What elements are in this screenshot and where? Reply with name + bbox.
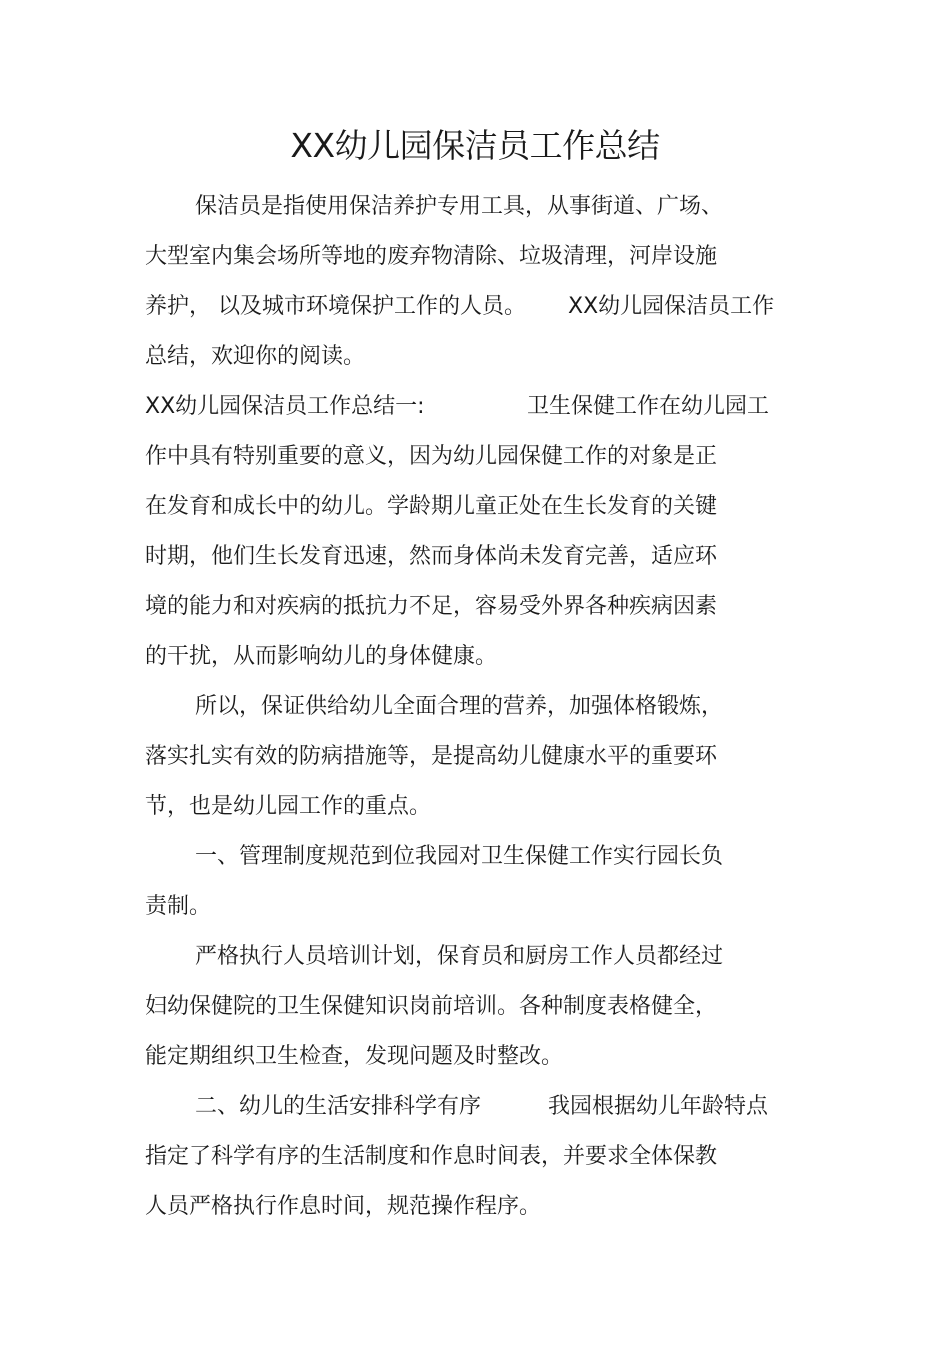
- paragraph-line: 养护， 以及城市环境保护工作的人员。: [145, 294, 526, 319]
- paragraph-line: 大型室内集会场所等地的废弃物清除、垃圾清理，河岸设施: [145, 244, 718, 269]
- paragraph-line: 的干扰，从而影响幼儿的身体健康。: [145, 644, 498, 669]
- paragraph-line: 所以，保证供给幼儿全面合理的营养，加强体格锻炼，: [195, 694, 724, 719]
- paragraph-line: 保洁员是指使用保洁养护专用工具，从事街道、广场、: [195, 194, 724, 219]
- paragraph-line: 卫生保健工作在幼儿园工: [527, 394, 770, 419]
- paragraph-line: 境的能力和对疾病的抵抗力不足，容易受外界各种疾病因素: [145, 594, 718, 619]
- paragraph-line: 落实扎实有效的防病措施等，是提高幼儿健康水平的重要环: [145, 744, 718, 769]
- paragraph-line: 妇幼保健院的卫生保健知识岗前培训。各种制度表格健全，: [145, 994, 718, 1019]
- paragraph-line: 能定期组织卫生检查，发现问题及时整改。: [145, 1044, 564, 1069]
- paragraph-line: 时期，他们生长发育迅速，然而身体尚未发育完善，适应环: [145, 544, 718, 569]
- paragraph-line: 我园根据幼儿年龄特点: [548, 1094, 769, 1119]
- paragraph-line: 指定了科学有序的生活制度和作息时间表，并要求全体保教: [145, 1144, 718, 1169]
- paragraph-line: XX幼儿园保洁员工作: [568, 294, 775, 319]
- section-heading: XX幼儿园保洁员工作总结一:: [145, 394, 425, 419]
- paragraph-line: 严格执行人员培训计划，保育员和厨房工作人员都经过: [195, 944, 724, 969]
- paragraph-line: 人员严格执行作息时间，规范操作程序。: [145, 1194, 542, 1219]
- section-heading: 二、幼儿的生活安排科学有序: [195, 1094, 482, 1119]
- page-title: XX幼儿园保洁员工作总结: [290, 126, 660, 165]
- paragraph-line: 作中具有特别重要的意义，因为幼儿园保健工作的对象是正: [145, 444, 718, 469]
- paragraph-line: 一、管理制度规范到位我园对卫生保健工作实行园长负: [195, 844, 724, 869]
- paragraph-line: 责制。: [145, 894, 212, 919]
- paragraph-line: 节，也是幼儿园工作的重点。: [145, 794, 432, 819]
- paragraph-line: 在发育和成长中的幼儿。学龄期儿童正处在生长发育的关键: [145, 494, 718, 519]
- paragraph-line: 总结，欢迎你的阅读。: [145, 344, 366, 369]
